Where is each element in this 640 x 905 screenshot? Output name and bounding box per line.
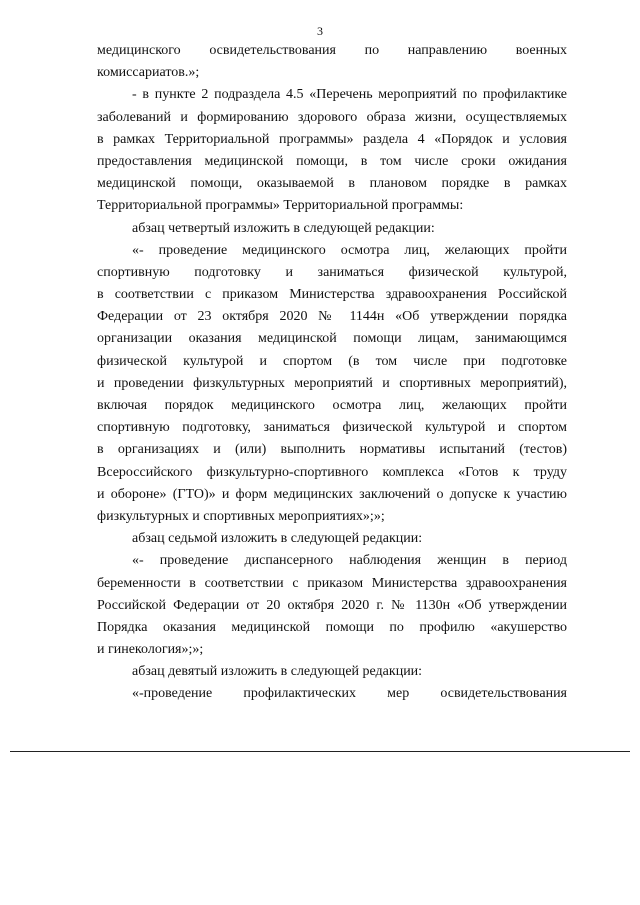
text-line: и обороне» (ГТО)» и форм медицинских заключений о допуске к участию <box>97 486 567 502</box>
text-line: в организациях и (или) выполнить нормативы испытаний (тестов) <box>97 442 567 458</box>
text-line: организации оказания медицинской помощи лицам, занимающимся <box>97 331 567 347</box>
text-line: Федерации от 23 октября 2020 № 1144н «Об утверждении порядка <box>97 309 567 325</box>
text-line: включая порядок медицинского осмотра лиц, желающих пройти <box>97 398 567 413</box>
page-divider-line <box>10 751 630 752</box>
text-line: абзац четвертый изложить в следующей редакции: <box>132 220 435 236</box>
text-line: Российской Федерации от 20 октября 2020 г. № 1130н «Об утверждении <box>97 597 567 613</box>
text-line: предоставления медицинской помощи, в том числе сроки ожидания <box>97 153 567 169</box>
text-line: абзац седьмой изложить в следующей редакции: <box>132 531 423 547</box>
text-line: абзац девятый изложить в следующей редакции: <box>132 664 423 680</box>
text-line: физкультурных и спортивных мероприятиях»;»; <box>97 508 385 524</box>
page-number: 3 <box>317 24 323 38</box>
text-line: и проведении физкультурных мероприятий и спортивных мероприятий), <box>97 375 567 391</box>
text-line: - в пункте 2 подраздела 4.5 «Перечень мероприятий по профилактике <box>132 87 567 103</box>
text-line: медицинской помощи, оказываемой в плановом порядке в рамках <box>97 176 567 192</box>
text-line: Всероссийского физкультурно-спортивного комплекса «Готов к труду <box>97 464 567 480</box>
text-line: и гинекология»;»; <box>97 642 204 658</box>
text-line: физической культурой и спортом (в том числе при подготовке <box>97 353 567 369</box>
text-line: «-проведение профилактических мер освидетельствования <box>132 686 567 702</box>
text-line: спортивную подготовку и заниматься физической культурой, <box>97 264 567 280</box>
text-line: «- проведение диспансерного наблюдения женщин в период <box>132 553 567 569</box>
text-line: Территориальной программы» Территориальной программы: <box>97 198 464 214</box>
text-line: «- проведение медицинского осмотра лиц, желающих пройти <box>132 242 567 258</box>
text-line: в рамках Территориальной программы» раздела 4 «Порядок и условия <box>97 131 567 147</box>
text-line: заболеваний и формированию здорового образа жизни, осуществляемых <box>97 109 567 125</box>
text-line: беременности в соответствии с приказом Министерства здравоохранения <box>97 575 567 591</box>
document-body <box>97 40 567 706</box>
text-line: спортивную подготовку, заниматься физической культурой и спортом <box>97 420 567 436</box>
text-line: Порядка оказания медицинской помощи по профилю «акушерство <box>97 619 567 635</box>
text-line: комиссариатов.»; <box>97 65 200 81</box>
text-line: медицинского освидетельствования по направлению военных <box>97 43 567 58</box>
text-line: в соответствии с приказом Министерства здравоохранения Российской <box>97 287 567 303</box>
